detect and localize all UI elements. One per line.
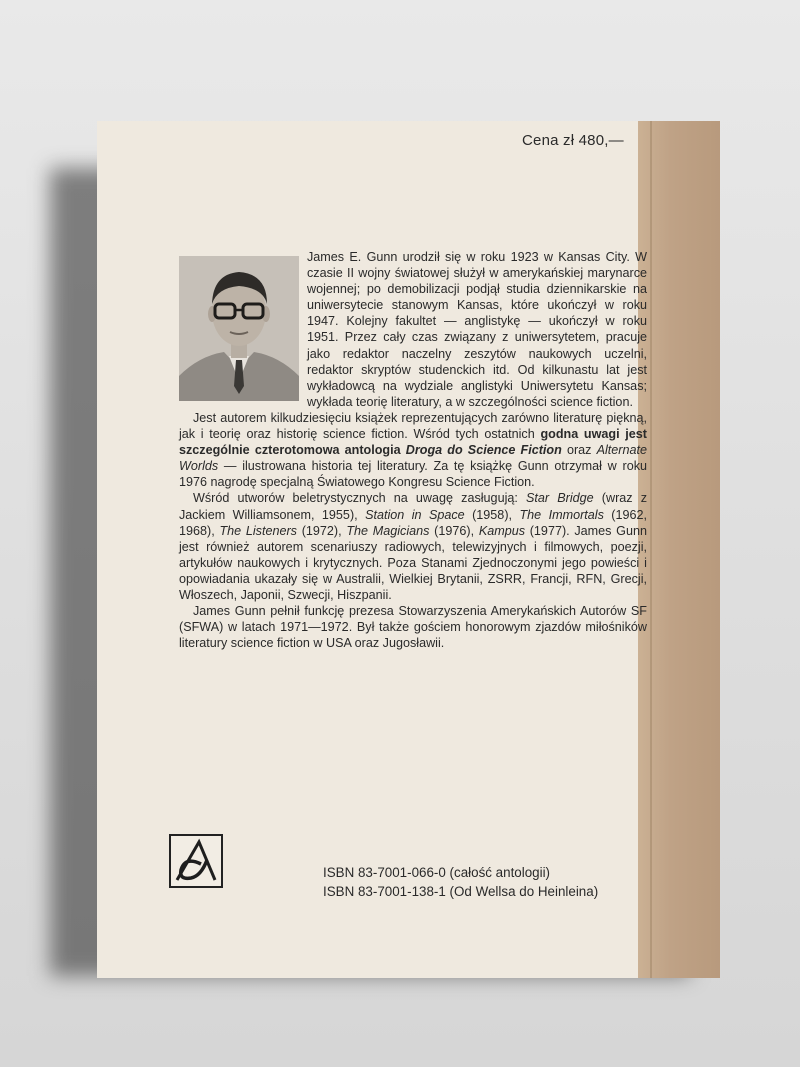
bio-p3-text-g: (1977). James Gunn jest również autorem scenariuszy radiowych, telewizyjnych i filmowych, poezji, artykułów naukowych i krytycznych. Poza Stanami Zjednoczonymi jego powieści i opowiadania ukazały się w Australii, Wielkiej Brytanii, ZSRR, Francji, RFN, Grecji, Włoszech, Japonii, Szwecji, Hiszpanii.: [179, 523, 647, 602]
price-label: Cena zł 480,—: [522, 132, 624, 149]
bio-p3-title-5: The Magicians: [346, 523, 430, 538]
bio-p3-title-6: Kampus: [478, 523, 526, 538]
bio-p3-text-c: (1958),: [464, 507, 520, 522]
portrait-icon: [179, 256, 299, 401]
publisher-logo-icon: [171, 836, 221, 886]
bio-p3-title-4: The Listeners: [219, 523, 297, 538]
bio-p3-text-a: Wśród utworów beletrystycznych na uwagę zasługują:: [193, 491, 527, 506]
bio-p2-bold-italic: Droga do Science Fiction: [405, 443, 562, 458]
bio-p3-text-b: (wraz z Jackiem Williamsonem, 1955),: [179, 491, 648, 522]
bio-paragraph-2: [179, 410, 647, 490]
book-back-cover: [97, 121, 720, 978]
bio-p2-text-a: Jest autorem kilkudziesięciu książek reprezentujących zarówno literaturę piękną, jak i teorię oraz historię science fiction. Wśród tych ostatnich: [179, 410, 647, 442]
bio-p3-title-1: Star Bridge: [526, 491, 594, 506]
bio-p3-text-e: (1972),: [296, 523, 347, 538]
isbn-line-2: ISBN 83-7001-138-1 (Od Wellsa do Heinleina): [323, 884, 599, 899]
bio-paragraph-3: [179, 490, 647, 603]
bio-p3-title-2: Station in Space: [365, 507, 465, 522]
bio-p2-text-b: oraz: [561, 443, 597, 458]
bio-p3-title-3: The Immortals: [519, 507, 604, 522]
bio-p3-text-f: (1976),: [429, 523, 479, 538]
bio-paragraph-1: James E. Gunn urodził się w roku 1923 w Kansas City. W czasie II wojny światowej służył w amerykańskiej marynarce wojennej; po demobilizacji podjął studia dziennikarskie na uniwersytecie stanowym Kansas, które ukończył w roku 1947. Kolejny fakultet — anglistykę — ukończył w roku 1951. Przez cały czas związany z uniwersytetem, pracuje jako redaktor naczelny zeszytów naukowych uczelni, redaktor skryptów studenckich itd. Od kilkunastu lat jest wykładowcą na wydziale anglistyki Uniwersytetu Kansas; wykłada teorię literatury, a w szczególności science fiction.: [307, 250, 647, 409]
bio-p2-bold: godna uwagi jest szczególnie czterotomowa antologia: [179, 427, 647, 458]
book-spine: [638, 121, 720, 978]
isbn-block: [323, 863, 598, 901]
bio-p3-text-d: (1962, 1968),: [179, 507, 648, 538]
publisher-logo: [169, 834, 223, 888]
author-portrait: [179, 256, 299, 401]
bio-p2-italic: Alternate Worlds: [179, 443, 648, 474]
bio-p2-text-c: — ilustrowana historia tej literatury. Za tę książkę Gunn otrzymał w roku 1976 nagrodę specjalną Światowego Kongresu Science Fiction.: [179, 459, 647, 490]
bio-paragraph-4: James Gunn pełnił funkcję prezesa Stowarzyszenia Amerykańskich Autorów SF (SFWA) w latach 1971—1972. Był także gościem honorowym zjazdów miłośników literatury science fiction w USA oraz Jugosławii.: [179, 604, 647, 651]
isbn-line-1: ISBN 83-7001-066-0 (całość antologii): [323, 865, 551, 880]
